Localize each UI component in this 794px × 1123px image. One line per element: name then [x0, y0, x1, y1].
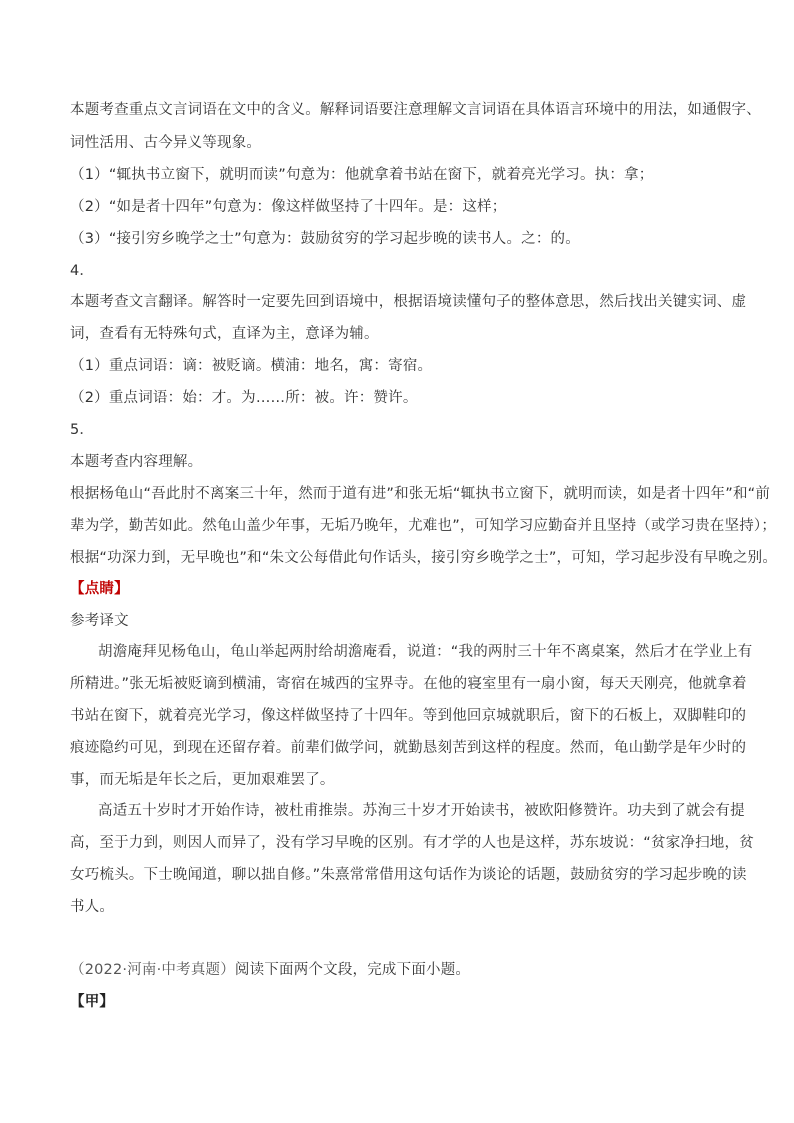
translation-p1-line-4: 痕迹隐约可见，到现在还留存着。前辈们做学问，就勤恳刻苦到这样的程度。然而，龟山勤学是年少时的 [70, 740, 747, 756]
translation-p2-line-3: 女巧梳头。下士晚闻道，聊以拙自修。”朱熹常常借用这句话作为谈论的话题，鼓励贫穷的学习起步晚的读 [70, 867, 747, 883]
q5-answer-line-3: 辈为学，勤苦如此。然龟山盖少年事，无垢乃晚年，尤难也”，可知学习应勤奋并且坚持（或学习贵在坚持）； [70, 518, 777, 534]
translation-p2-line-4: 书人。 [70, 899, 115, 915]
section-jia-heading: 【甲】 [70, 994, 115, 1010]
q4-item-2: （2）重点词语：始：才。为……所：被。许：赞许。 [70, 390, 418, 406]
translation-p1-line-2: 所精进。”张无垢被贬谪到横浦，寄宿在城西的宝界寺。在他的寝室里有一扇小窗，每天天刚亮，他就拿着 [70, 676, 747, 692]
translation-p2-line-1: 高适五十岁时才开始作诗，被杜甫推崇。苏洵三十岁才开始读书，被欧阳修赞许。功夫到了就会有提 [98, 803, 745, 819]
translation-p1-line-5: 事，而无垢是年长之后，更加艰难罢了。 [70, 772, 335, 788]
q5-number: 5． [70, 422, 95, 438]
translation-heading: 参考译文 [70, 613, 129, 629]
q3-item-3: （3）“接引穷乡晚学之士”句意为：鼓励贫穷的学习起步晚的读书人。之：的。 [70, 231, 580, 247]
q4-analysis-line-2: 词，查看有无特殊句式，直译为主，意译为辅。 [70, 326, 379, 342]
question-instruction: 阅读下面两个文段，完成下面小题。 [234, 962, 471, 978]
q5-analysis-line-1: 本题考查内容理解。 [70, 454, 203, 470]
q5-answer-line-4: 根据“功深力到，无早晚也”和“朱文公每借此句作话头，接引穷乡晚学之士”，可知，学习起步没有早晚之别。 [70, 550, 778, 566]
q3-analysis-line-2: 词性活用、古今异义等现象。 [70, 135, 262, 151]
q3-item-1: （1）“辄执书立窗下，就明而读”句意为：他就拿着书站在窗下，就着亮光学习。执：拿； [70, 167, 654, 183]
next-question-intro [70, 960, 470, 980]
q5-answer-line-2: 根据杨龟山“吾此肘不离案三十年，然而于道有进”和张无垢“辄执书立窗下，就明而读，如是者十四年”和“前 [70, 486, 771, 502]
question-source: （2022·河南·中考真题） [70, 962, 235, 978]
translation-p1-line-1: 胡澹庵拜见杨龟山，龟山举起两肘给胡澹庵看，说道：“我的两肘三十年不离桌案，然后才在学业上有 [98, 644, 753, 660]
q3-analysis-line-1: 本题考查重点文言词语在文中的含义。解释词语要注意理解文言词语在具体语言环境中的用法，如通假字、 [70, 102, 761, 118]
q3-item-2: （2）“如是者十四年”句意为：像这样做坚持了十四年。是：这样； [70, 199, 507, 215]
dianjing-heading: 【点睛】 [70, 581, 129, 597]
q4-analysis-line-1: 本题考查文言翻译。解答时一定要先回到语境中，根据语境读懂句子的整体意思，然后找出关键实词、虚 [70, 294, 747, 310]
translation-p1-line-3: 书站在窗下，就着亮光学习，像这样做坚持了十四年。等到他回京城就职后，窗下的石板上，双脚鞋印的 [70, 708, 747, 724]
q4-number: 4． [70, 263, 95, 279]
q4-item-1: （1）重点词语：谪：被贬谪。横浦：地名，寓：寄宿。 [70, 358, 433, 374]
translation-p2-line-2: 高，至于力到，则因人而异了，没有学习早晚的区别。有才学的人也是这样，苏东坡说：“贫家净扫地，贫 [70, 835, 754, 851]
